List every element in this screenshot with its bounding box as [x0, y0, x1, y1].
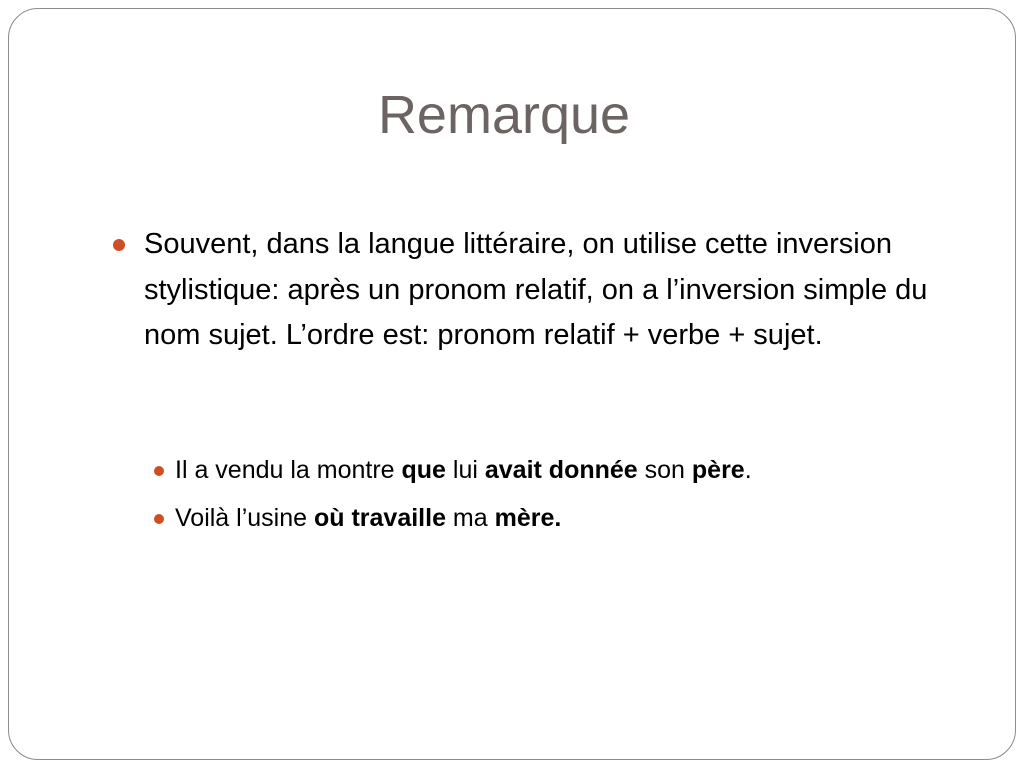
example-bold-segment: que [401, 456, 446, 484]
example-segment: ma [445, 504, 495, 532]
bullet-icon [154, 514, 164, 524]
example-bold-segment: père [691, 456, 745, 484]
example-text [175, 455, 752, 485]
bullet-icon [154, 466, 164, 476]
example-segment: lui [445, 456, 485, 484]
example-segment: . [744, 456, 752, 484]
example-text [175, 503, 561, 533]
example-list [150, 455, 990, 551]
bullet-icon [113, 239, 125, 251]
example-bold-segment: mère. [494, 504, 562, 532]
example-segment: son [637, 456, 692, 484]
slide-title: Remarque [377, 85, 631, 145]
example-segment: Il a vendu la montre [175, 456, 402, 484]
main-bullet [108, 222, 958, 359]
example-segment: Voilà l’usine [175, 504, 314, 532]
example-bold-segment: avait donnée [484, 456, 638, 484]
example-item [150, 503, 990, 533]
main-bullet-text: Souvent, dans la langue littéraire, on utilise cette inversion stylistique: après un pronom relatif, on a l’inversion simple du nom sujet. L’ordre est: pronom relatif + verbe + sujet. [144, 228, 928, 351]
example-bold-segment: où travaille [313, 504, 446, 532]
example-item [150, 455, 990, 485]
